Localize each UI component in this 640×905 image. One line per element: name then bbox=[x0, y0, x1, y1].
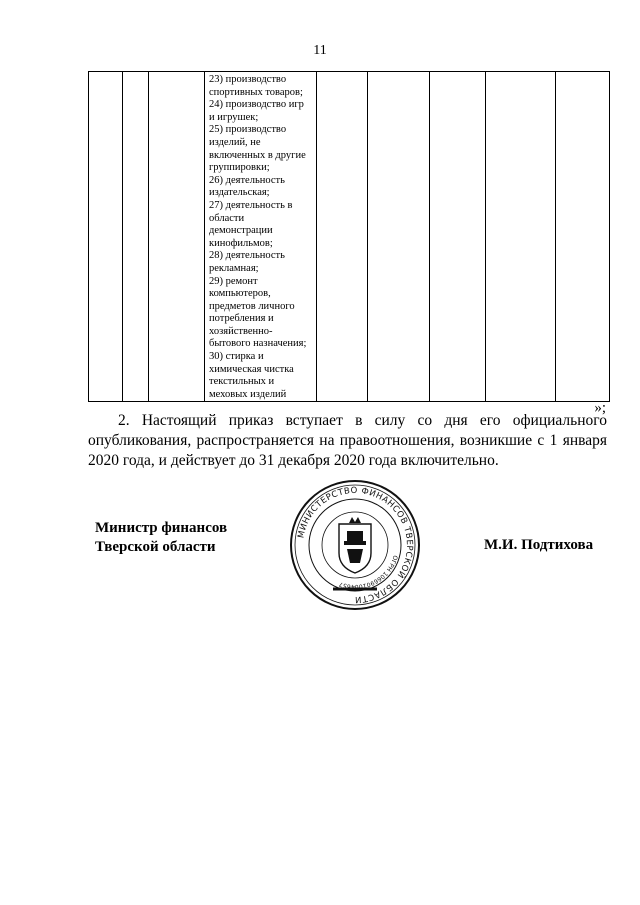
activity-line: 29) ремонт bbox=[209, 275, 258, 287]
closing-quote: »; bbox=[594, 400, 606, 416]
activity-line: меховых изделий bbox=[209, 388, 287, 400]
activity-line: 26) деятельность bbox=[209, 174, 285, 186]
table-cell bbox=[149, 72, 205, 402]
signer-name: М.И. Подтихова bbox=[484, 537, 594, 553]
signer-position-line: Министр финансов bbox=[95, 520, 228, 536]
page-number: 11 bbox=[313, 43, 327, 58]
table-cell bbox=[430, 72, 486, 402]
activity-line: 30) стирка и bbox=[209, 351, 264, 363]
paragraph-2 bbox=[88, 411, 607, 471]
official-seal-icon bbox=[289, 479, 421, 611]
table-cell bbox=[486, 72, 556, 402]
table-cell bbox=[89, 72, 123, 402]
activity-line: текстильных и bbox=[209, 376, 275, 388]
signer-position-line: Тверской области bbox=[95, 539, 216, 555]
activity-line: и игрушек; bbox=[209, 111, 259, 123]
table-cell bbox=[317, 72, 368, 402]
activity-line: кинофильмов; bbox=[209, 237, 273, 249]
seal-ogrn-text: ОГРН 1066901004657 bbox=[338, 554, 399, 591]
signer-position bbox=[95, 519, 227, 557]
activity-line: химическая чистка bbox=[209, 363, 294, 375]
activity-line: бытового назначения; bbox=[209, 338, 307, 350]
paragraph-line: 2020 года, и действует до 31 декабря 2020 года включительно. bbox=[88, 452, 499, 469]
activity-line: издательская; bbox=[209, 187, 270, 199]
activity-line: спортивных товаров; bbox=[209, 86, 303, 98]
table-cell bbox=[123, 72, 149, 402]
activity-line: включенных в другие bbox=[209, 149, 306, 161]
activity-line: 27) деятельность в bbox=[209, 199, 293, 211]
paragraph-line: 2. Настоящий приказ вступает в силу со дня его официального bbox=[118, 412, 607, 429]
document-table bbox=[88, 71, 610, 402]
table-row bbox=[89, 72, 610, 402]
activity-line: потребления и bbox=[209, 313, 274, 325]
seal-ring-text: МИНИСТЕРСТВО ФИНАНСОВ ТВЕРСКОЙ ОБЛАСТИ bbox=[296, 485, 415, 605]
table-cell bbox=[556, 72, 610, 402]
activity-list bbox=[205, 72, 316, 401]
activity-line: 24) производство игр bbox=[209, 99, 304, 111]
table-cell bbox=[368, 72, 430, 402]
activity-line: предметов личного bbox=[209, 300, 295, 312]
table-cell-activity-list bbox=[205, 72, 317, 402]
activity-line: компьютеров, bbox=[209, 288, 271, 300]
activity-line: 23) производство bbox=[209, 74, 287, 85]
activity-line: группировки; bbox=[209, 162, 270, 174]
activity-line: рекламная; bbox=[209, 262, 259, 274]
activity-line: изделий, не bbox=[209, 136, 261, 148]
activity-line: области bbox=[209, 212, 245, 224]
paragraph-line: опубликования, распространяется на правоотношения, возникшие с 1 января bbox=[88, 432, 607, 449]
activity-line: 25) производство bbox=[209, 124, 287, 136]
activity-line: хозяйственно- bbox=[209, 325, 273, 337]
activity-line: демонстрации bbox=[209, 225, 273, 237]
activity-line: 28) деятельность bbox=[209, 250, 285, 262]
